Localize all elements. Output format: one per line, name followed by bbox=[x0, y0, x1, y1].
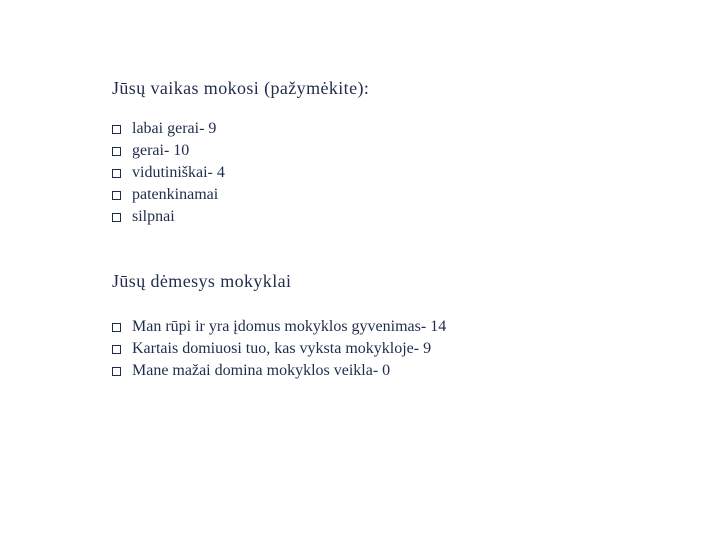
option-item[interactable] bbox=[112, 118, 225, 140]
checkbox-icon[interactable] bbox=[112, 345, 121, 354]
option-item[interactable] bbox=[112, 360, 446, 382]
option-item[interactable] bbox=[112, 316, 446, 338]
option-item[interactable] bbox=[112, 184, 225, 206]
option-item[interactable] bbox=[112, 206, 225, 228]
option-label: labai gerai- 9 bbox=[132, 120, 217, 137]
checkbox-icon[interactable] bbox=[112, 125, 121, 134]
options-list bbox=[112, 316, 446, 382]
option-item[interactable] bbox=[112, 338, 446, 360]
option-item[interactable] bbox=[112, 162, 225, 184]
checkbox-icon[interactable] bbox=[112, 147, 121, 156]
question-section-attention bbox=[112, 271, 447, 379]
option-label: patenkinamai bbox=[132, 186, 219, 203]
option-label: silpnai bbox=[132, 208, 175, 225]
options-list bbox=[112, 118, 225, 228]
checkbox-icon[interactable] bbox=[112, 191, 121, 200]
option-label: vidutiniškai- 4 bbox=[132, 164, 225, 181]
option-label: Mane mažai domina mokyklos veikla- 0 bbox=[132, 362, 391, 379]
checkbox-icon[interactable] bbox=[112, 213, 121, 222]
question-title: Jūsų vaikas mokosi (pažymėkite): bbox=[112, 78, 370, 98]
question-title: Jūsų dėmesys mokyklai bbox=[112, 271, 292, 291]
question-section-performance bbox=[112, 78, 370, 225]
option-label: Kartais domiuosi tuo, kas vyksta mokykloje- 9 bbox=[132, 340, 432, 357]
checkbox-icon[interactable] bbox=[112, 169, 121, 178]
checkbox-icon[interactable] bbox=[112, 323, 121, 332]
option-item[interactable] bbox=[112, 140, 225, 162]
option-label: Man rūpi ir yra įdomus mokyklos gyvenimas- 14 bbox=[132, 318, 447, 335]
checkbox-icon[interactable] bbox=[112, 367, 121, 376]
option-label: gerai- 10 bbox=[132, 142, 190, 159]
